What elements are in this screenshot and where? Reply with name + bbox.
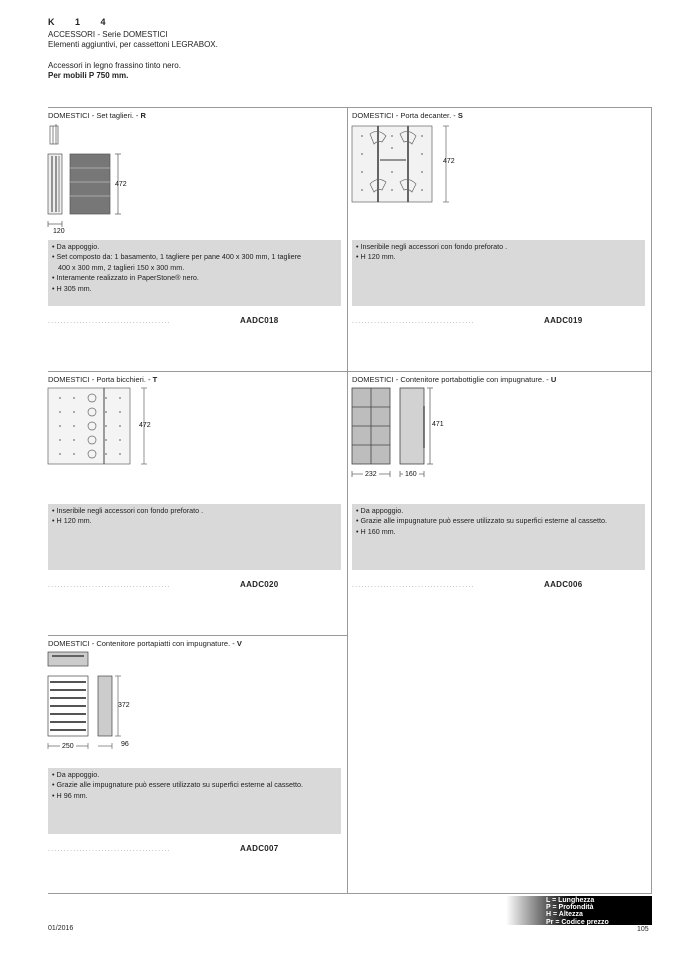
panel-title-s: DOMESTICI - Porta decanter. - S xyxy=(352,111,463,120)
leader-dots-s: ....................................... xyxy=(352,318,475,325)
product-code-r: AADC018 xyxy=(240,316,279,325)
leader-dots-r: ....................................... xyxy=(48,318,171,325)
grid-mid-line-1 xyxy=(48,371,652,372)
panel-title-u: DOMESTICI - Contenitore portabottiglie con impugnature. - U xyxy=(352,375,557,384)
legend: L = Lunghezza P = Profondità H = Altezza Pr = Codice prezzo xyxy=(546,897,609,926)
dim-width-r: 120 xyxy=(53,228,65,235)
grid-top-line xyxy=(48,107,652,108)
grid-center-divider xyxy=(347,107,348,894)
section-subtitle: Elementi aggiuntivi, per cassettoni LEGRABOX. xyxy=(48,40,218,49)
dim-height-v: 372 xyxy=(118,702,130,709)
leader-dots-t: ....................................... xyxy=(48,582,171,589)
drawing-plate-container xyxy=(48,650,148,755)
leader-dots-v: ....................................... xyxy=(48,846,171,853)
description-box-t: • Inseribile negli accessori con fondo preforato . • H 120 mm. xyxy=(48,504,341,570)
drawing-bottle-container xyxy=(352,386,452,482)
catalog-code: K 1 4 xyxy=(48,17,115,27)
material-note: Accessori in legno frassino tinto nero. xyxy=(48,61,181,70)
product-code-u: AADC006 xyxy=(544,580,583,589)
grid-mid-line-2 xyxy=(48,635,347,636)
dim-height-t: 472 xyxy=(139,422,151,429)
panel-title-v: DOMESTICI - Contenitore portapiatti con impugnature. - V xyxy=(48,639,242,648)
dim-width-v: 250 xyxy=(62,743,74,750)
description-box-v: • Da appoggio. • Grazie alle impugnature può essere utilizzato su superfici esterne al cassetto. • H 96 mm. xyxy=(48,768,341,834)
grid-bottom-line xyxy=(48,893,652,894)
product-code-t: AADC020 xyxy=(240,580,279,589)
description-box-r: • Da appoggio. • Set composto da: 1 basamento, 1 tagliere per pane 400 x 300 mm, 1 tagliere 400 x 300 mm, 2 taglieri 150 x 300 mm. • Interamente realizzato in PaperStone® nero. • H 305 mm. xyxy=(48,240,341,306)
furniture-note: Per mobili P 750 mm. xyxy=(48,71,129,80)
section-title: ACCESSORI - Serie DOMESTICI xyxy=(48,30,168,39)
grid-right-border xyxy=(651,107,652,894)
panel-title-t: DOMESTICI - Porta bicchieri. - T xyxy=(48,375,158,384)
dim-depth-v: 96 xyxy=(121,741,129,748)
dim-height-s: 472 xyxy=(443,158,455,165)
panel-title-r: DOMESTICI - Set taglieri. - R xyxy=(48,111,146,120)
footer-date: 01/2016 xyxy=(48,925,74,932)
dim-depth-u: 160 xyxy=(405,471,417,478)
dim-width-u: 232 xyxy=(365,471,377,478)
dim-height-u: 471 xyxy=(432,421,444,428)
page-number: 105 xyxy=(637,926,649,933)
leader-dots-u: ....................................... xyxy=(352,582,475,589)
product-code-s: AADC019 xyxy=(544,316,583,325)
dim-height-r: 472 xyxy=(115,181,127,188)
description-box-u: • Da appoggio. • Grazie alle impugnature può essere utilizzato su superfici esterne al cassetto. • H 160 mm. xyxy=(352,504,645,570)
drawing-cutting-board-set xyxy=(48,122,138,237)
product-code-v: AADC007 xyxy=(240,844,279,853)
description-box-s: • Inseribile negli accessori con fondo preforato . • H 120 mm. xyxy=(352,240,645,306)
